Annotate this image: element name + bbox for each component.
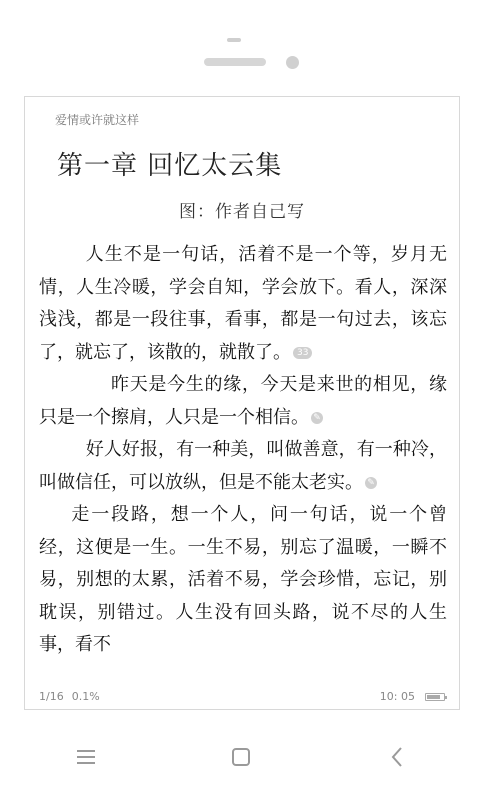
- book-title: 爱情或许就这样: [55, 113, 140, 127]
- paragraph-text: 昨天是今生的缘，今天是来世的相见，缘只是一个擦肩，人只是一个相信。: [39, 374, 447, 428]
- image-caption: 图：作者自己写: [179, 202, 305, 222]
- status-right: [380, 690, 445, 703]
- chapter-title: 第一章 回忆太云集: [57, 151, 283, 181]
- paragraph-text: 走一段路，想一个人，问一句话，说一个曾经，这便是一生。一生不易，别忘了温暖，一瞬不易，别想的太累，活着不易，学会珍惜，忘记，别耽误，别错过。人生没有回头路，说不尽的人生事，看不: [39, 504, 447, 655]
- paragraph-text: 人生不是一句话，活着不是一个等，岁月无情，人生冷暖，学会自知，学会放下。看人，深深浅浅，都是一段往事，看事，都是一句过去，该忘了，就忘了，该散的，就散了。: [39, 244, 447, 363]
- paragraph-text: 好人好报，有一种美，叫做善意，有一种冷，叫做信任，可以放纵，但是不能太老实。: [39, 439, 447, 493]
- menu-icon: [76, 749, 96, 765]
- home-icon: [231, 747, 251, 767]
- menu-button[interactable]: [66, 740, 106, 774]
- battery-level: [427, 695, 440, 699]
- reader-screen[interactable]: [24, 96, 460, 710]
- page-indicator: 1/16: [39, 690, 64, 703]
- progress-percent: 0.1%: [71, 690, 100, 703]
- back-icon: [390, 746, 404, 768]
- paragraph: [39, 239, 447, 369]
- reading-progress: [39, 690, 108, 703]
- paragraph: [39, 369, 447, 434]
- front-camera: [286, 56, 299, 69]
- home-button[interactable]: [221, 740, 261, 774]
- chapter-content[interactable]: [39, 239, 447, 662]
- comment-icon[interactable]: ✎: [365, 477, 377, 489]
- comment-icon[interactable]: ✎: [311, 412, 323, 424]
- paragraph: [39, 499, 447, 662]
- clock: 10: 05: [379, 690, 415, 703]
- battery-icon: [425, 693, 445, 701]
- comment-count-badge[interactable]: 33: [293, 347, 312, 359]
- phone-speaker: [204, 58, 266, 66]
- back-button[interactable]: [377, 740, 417, 774]
- paragraph: [39, 434, 447, 499]
- earpiece-dot: [227, 38, 241, 42]
